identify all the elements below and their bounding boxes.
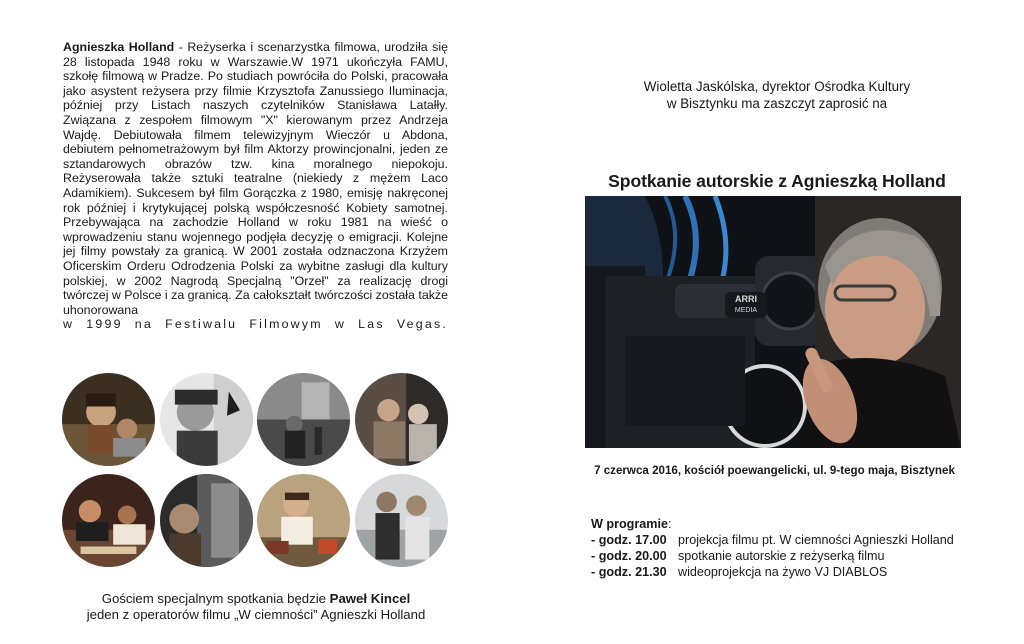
film-still-8 <box>355 474 448 567</box>
invitation-line-1: Wioletta Jaskólska, dyrektor Ośrodka Kultury <box>643 79 911 94</box>
program-item <box>591 548 954 564</box>
bio-name: Agnieszka Holland <box>63 40 175 54</box>
program-time: - godz. 20.00 <box>591 549 667 563</box>
special-guest-note <box>60 591 452 623</box>
film-stills-grid <box>62 373 452 573</box>
film-still-4 <box>355 373 448 466</box>
event-title: Spotkanie autorskie z Agnieszką Holland <box>608 171 946 191</box>
film-still-7 <box>257 474 350 567</box>
invitation-line-2: w Bisztynku ma zaszczyt zaprosić na <box>666 96 888 111</box>
program-item <box>591 564 954 580</box>
program-description: wideoprojekcja na żywo VJ DIABLOS <box>678 565 888 579</box>
film-still-1 <box>62 373 155 466</box>
bio-last-line: w 1999 na Festiwalu Filmowym w Las Vegas. <box>63 317 448 332</box>
bio-body: - Reżyserka i scenarzystka filmowa, urodziła się 28 listopada 1948 roku w Warszawie.W 1971 ukończyła FAMU, szkołę filmową w Pradze. Po studiach powróciła do Polski, pracowała jako asystent reżysera przy filmie Krzysztofa Zanussiego Iluminacja, później przy Listach naszych czytelników Stanisława Latałły. Związana z zespołem filmowym "X" kierowanym przez Andrzeja Wajdę. Debiutowała filmem telewizyjnym Wieczór u Abdona, debiutem pełnometrażowym był film Aktorzy prowincjonalni, jeden ze sztandarowych obrazów tzw. kina moralnego niepokoju. Reżyserowała także sztuki teatralne (niekiedy z mężem Laco Adamikiem). Sukcesem był film Gorączka z 1980, emisję nakręconej rok później i krytykującej polską współczesność Kobiety samotnej. Przebywająca na zachodzie Holland w roku 1981 na wieść o wprowadzeniu stanu wojennego podjęła decyzję o emigracji. Kolejne jej filmy powstały za granicą. W 2001 została odznaczona Krzyżem Oficerskim Orderu Odrodzenia Polski za wybitne zasługi dla kultury polskiej, w 2002 Nagrodą Specjalną "Orzeł" za realizację drogi twórczej w Polsce i za granicą. Za całokształt twórczości została także uhonorowana <box>63 40 449 317</box>
program-description: spotkanie autorskie z reżyserką filmu <box>678 549 885 563</box>
guest-name: Paweł Kincel <box>329 591 411 606</box>
guest-line-1 <box>60 591 452 607</box>
camera-brand: ARRI <box>735 294 757 304</box>
right-page <box>512 0 1024 644</box>
film-still-2 <box>160 373 253 466</box>
film-still-6 <box>160 474 253 567</box>
program-time: - godz. 17.00 <box>591 533 667 547</box>
program-item <box>591 532 954 548</box>
program-time: - godz. 21.30 <box>591 565 667 579</box>
camera-brand-label <box>725 292 767 318</box>
invitation-text <box>612 78 942 112</box>
guest-line-2: jeden z operatorów filmu „W ciemności” Agnieszki Holland <box>86 607 426 622</box>
film-still-5 <box>62 474 155 567</box>
guest-intro: Gościem specjalnym spotkania będzie <box>101 591 330 606</box>
program-heading-text: W programie <box>591 517 668 531</box>
biography-text <box>63 40 448 332</box>
camera-brand-sub: MEDIA <box>734 307 758 314</box>
program-section <box>591 516 954 580</box>
program-heading <box>591 516 954 532</box>
event-details: 7 czerwca 2016, kościół poewangelicki, ul. 9-tego maja, Bisztynek <box>594 464 955 477</box>
film-still-3 <box>257 373 350 466</box>
director-photo <box>585 196 961 448</box>
program-heading-colon: : <box>667 517 672 531</box>
program-description: projekcja filmu pt. W ciemności Agnieszki Holland <box>678 533 954 547</box>
